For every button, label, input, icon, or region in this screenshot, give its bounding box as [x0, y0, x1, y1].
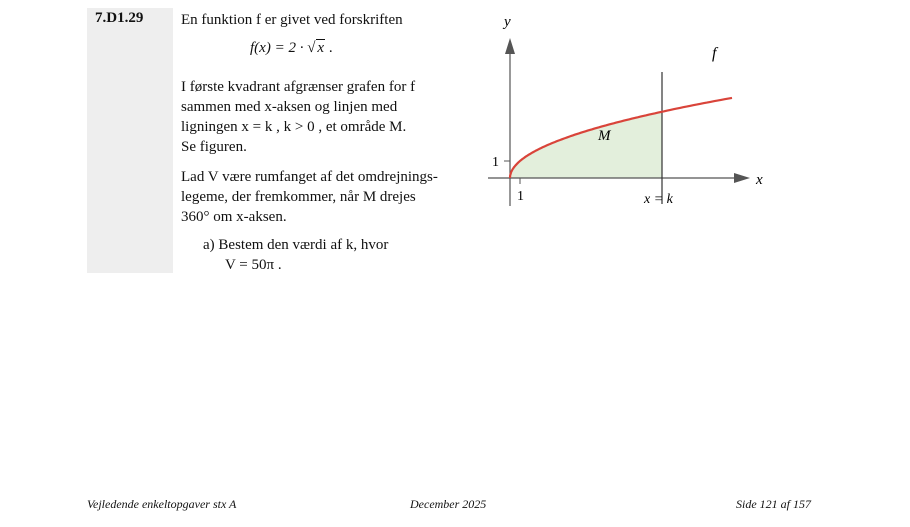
region-label: M: [598, 128, 611, 144]
x-tick-label: 1: [517, 189, 524, 204]
footer-left: Vejledende enkeltopgaver stx A: [87, 497, 237, 511]
formula-radicand: x: [317, 40, 325, 56]
para1-line-3: ligningen x = k , k > 0 , et område M.: [181, 119, 407, 135]
para2-line-1: Lad V være rumfanget af det omdrejnings-: [181, 169, 438, 185]
x-axis-label: x: [756, 172, 763, 188]
function-formula: [250, 40, 333, 57]
question-a: [203, 235, 463, 275]
intro-text: En funktion f er givet ved forskriften: [181, 12, 403, 28]
curve-label: f: [712, 45, 717, 62]
line-label: x = k: [644, 192, 673, 207]
x-axis-arrow: [734, 173, 750, 183]
task-id: 7.D1.29: [95, 10, 144, 26]
para2-line-2: legeme, der fremkommer, når M drejes: [181, 189, 416, 205]
para1-line-4: Se figuren.: [181, 139, 247, 155]
para1-line-2: sammen med x-aksen og linjen med: [181, 99, 398, 115]
task-label-column: [87, 8, 173, 273]
paragraph-volume: [181, 167, 471, 227]
task-intro: [181, 10, 481, 30]
footer-right: Side 121 af 157: [736, 497, 811, 511]
sqrt-symbol: √: [307, 40, 316, 56]
para2-line-3: 360° om x-aksen.: [181, 209, 287, 225]
function-figure: [480, 8, 780, 218]
footer-middle: December 2025: [410, 497, 487, 511]
question-a-line-1: a) Bestem den værdi af k, hvor: [203, 237, 389, 253]
y-tick-label: 1: [492, 155, 499, 170]
region-m: [510, 112, 662, 178]
paragraph-region: [181, 77, 471, 157]
y-axis-label: y: [504, 14, 511, 30]
question-a-line-2: V = 50π .: [225, 257, 282, 273]
formula-end: .: [325, 40, 333, 56]
formula-lhs: f(x) = 2 ·: [250, 40, 308, 56]
para1-line-1: I første kvadrant afgrænser grafen for f: [181, 79, 416, 95]
y-axis-arrow: [505, 38, 515, 54]
